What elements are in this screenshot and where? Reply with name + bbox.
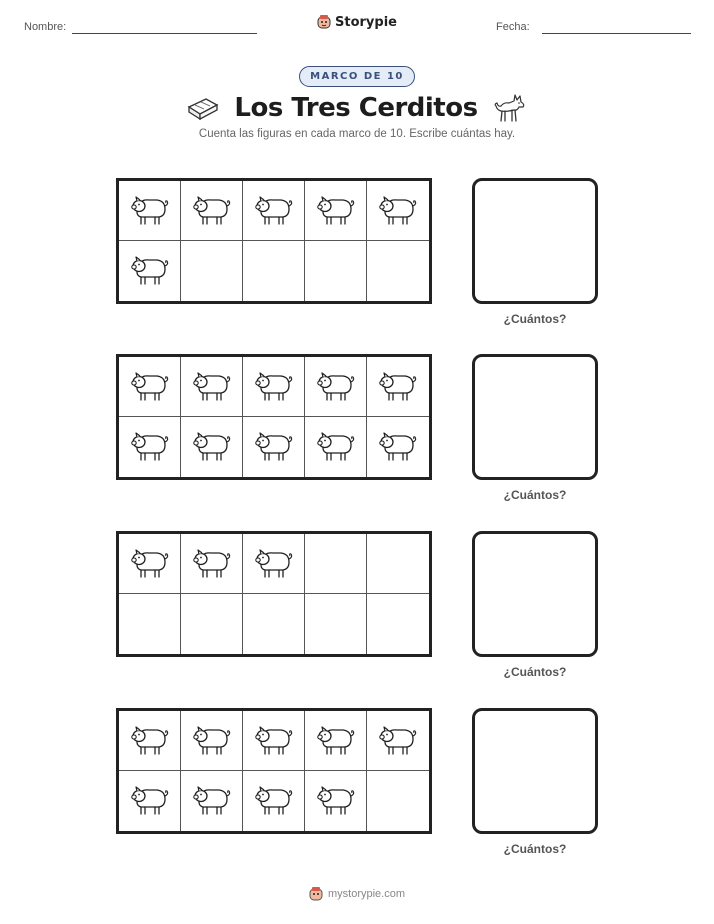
ten-frame-cell <box>305 417 367 477</box>
worksheet-type-badge: MARCO DE 10 <box>299 66 415 87</box>
pig-icon <box>315 722 357 760</box>
pig-icon <box>129 252 171 290</box>
answer-box[interactable] <box>472 708 598 834</box>
ten-frame-cell <box>243 711 305 771</box>
ten-frame-cell <box>243 181 305 241</box>
pig-icon <box>129 368 171 406</box>
pig-icon <box>253 192 295 230</box>
ten-frame-cell <box>243 417 305 477</box>
footer-url: mystorypie.com <box>327 888 406 900</box>
date-line[interactable] <box>542 33 691 34</box>
ten-frame-cell <box>305 241 367 301</box>
ten-frame-cell <box>119 417 181 477</box>
page-title: Los Tres Cerditos <box>234 93 478 123</box>
pig-icon <box>191 722 233 760</box>
ten-frame-cell <box>367 771 429 831</box>
answer-box[interactable] <box>472 178 598 304</box>
pig-icon <box>253 782 295 820</box>
ten-frame-cell <box>119 594 181 654</box>
name-label: Nombre: <box>24 21 67 33</box>
pig-icon <box>191 545 233 583</box>
ten-frame-cell <box>181 181 243 241</box>
ten-frame-cell <box>367 594 429 654</box>
pig-icon <box>253 368 295 406</box>
name-line[interactable] <box>72 33 257 34</box>
ten-frame-cell <box>243 594 305 654</box>
pig-icon <box>129 722 171 760</box>
ten-frame-cell <box>367 357 429 417</box>
pig-icon <box>253 722 295 760</box>
answer-question: ¿Cuántos? <box>503 488 567 502</box>
ten-frame-cell <box>305 711 367 771</box>
pig-icon <box>191 192 233 230</box>
pig-icon <box>191 368 233 406</box>
ten-frame <box>116 354 432 480</box>
ten-frame-cell <box>305 534 367 594</box>
pig-icon <box>377 368 419 406</box>
ten-frame-cell <box>243 357 305 417</box>
storypie-logo-icon <box>317 14 331 30</box>
pig-icon <box>191 782 233 820</box>
instructions: Cuenta las figuras en cada marco de 10. Escribe cuántas hay. <box>198 128 516 140</box>
footer <box>0 886 714 902</box>
ten-frame-cell <box>305 771 367 831</box>
ten-frame-cell <box>181 771 243 831</box>
ten-frame-cell <box>305 594 367 654</box>
ten-frame-cell <box>243 534 305 594</box>
pig-icon <box>377 192 419 230</box>
brand <box>0 14 714 30</box>
pig-icon <box>377 428 419 466</box>
brick-icon <box>186 95 220 121</box>
ten-frame-cell <box>367 534 429 594</box>
storypie-footer-logo-icon <box>309 886 323 902</box>
pig-icon <box>315 428 357 466</box>
answer-question: ¿Cuántos? <box>503 665 567 679</box>
pig-icon <box>253 428 295 466</box>
ten-frame-cell <box>181 711 243 771</box>
pig-icon <box>315 782 357 820</box>
ten-frame-cell <box>119 711 181 771</box>
ten-frame-cell <box>119 771 181 831</box>
pig-icon <box>191 428 233 466</box>
ten-frame-cell <box>181 241 243 301</box>
pig-icon <box>315 192 357 230</box>
pig-icon <box>129 192 171 230</box>
pig-icon <box>253 545 295 583</box>
ten-frame-cell <box>119 241 181 301</box>
date-label: Fecha: <box>496 21 530 33</box>
title-row <box>0 88 714 128</box>
ten-frame-cell <box>181 357 243 417</box>
ten-frame-cell <box>367 711 429 771</box>
ten-frame-cell <box>181 534 243 594</box>
ten-frame-cell <box>119 534 181 594</box>
ten-frame-cell <box>367 417 429 477</box>
brand-name: Storypie <box>335 14 397 30</box>
ten-frame-cell <box>119 357 181 417</box>
ten-frame-cell <box>243 771 305 831</box>
wolf-icon <box>492 91 528 125</box>
ten-frame <box>116 178 432 304</box>
pig-icon <box>315 368 357 406</box>
ten-frame-cell <box>305 357 367 417</box>
ten-frame-cell <box>119 181 181 241</box>
pig-icon <box>377 722 419 760</box>
ten-frame-cell <box>243 241 305 301</box>
answer-box[interactable] <box>472 531 598 657</box>
ten-frame-cell <box>367 181 429 241</box>
pig-icon <box>129 428 171 466</box>
ten-frame <box>116 708 432 834</box>
pig-icon <box>129 782 171 820</box>
ten-frame-cell <box>367 241 429 301</box>
answer-question: ¿Cuántos? <box>503 312 567 326</box>
pig-icon <box>129 545 171 583</box>
ten-frame <box>116 531 432 657</box>
answer-box[interactable] <box>472 354 598 480</box>
ten-frame-cell <box>181 594 243 654</box>
answer-question: ¿Cuántos? <box>503 842 567 856</box>
ten-frame-cell <box>181 417 243 477</box>
ten-frame-cell <box>305 181 367 241</box>
